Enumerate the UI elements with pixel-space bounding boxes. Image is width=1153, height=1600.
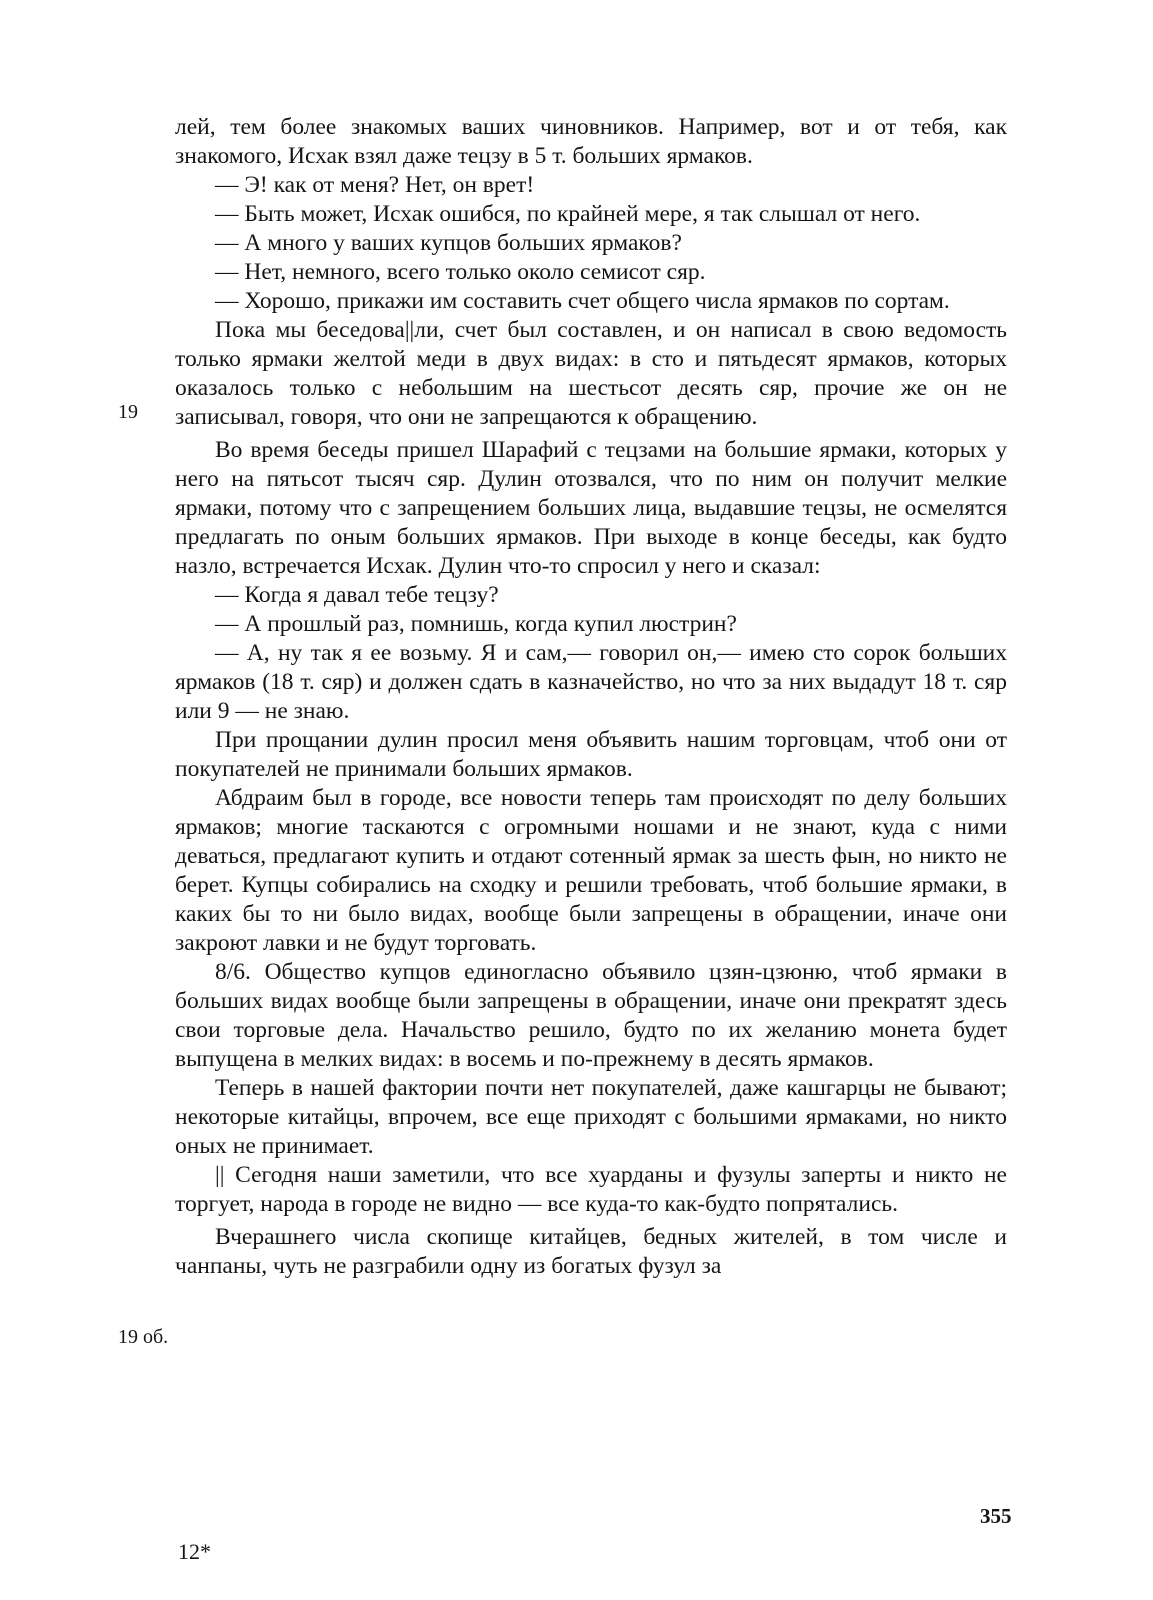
signature-mark: 12* [178,1539,211,1564]
paragraph: 8/6. Общество купцов единогласно объявило цзян-цзюню, чтоб ярмаки в больших видах вообще были запрещены в обращении, иначе они прекратят здесь свои торговые дела. Начальство решило, будто по их желанию монета будет выпущена в мелких видах: в восемь и по-прежнему в десять ярмаков. [175,959,1007,1072]
paragraph: Во время беседы пришел Шарафий с тецзами на большие ярмаки, которых у него на пятьсот тысяч сяр. Дулин отозвался, что по ним он получит мелкие ярмаки, потому что с запрещением больших лица, выдавшие тецзы, не осмелятся предлагать по оным больших ярмаков. При выходе в конце беседы, как будто назло, встречается Исхак. Дулин что-то спросил у него и сказал: [175,437,1007,579]
paragraph: || Сегодня наши заметили, что все хуарданы и фузулы заперты и никто не торгует, народа в городе не видно — все куда-то как-будто попрятались. [175,1162,1007,1217]
paragraph: — Нет, немного, всего только около семисот сяр. [215,259,706,285]
body-text [175,113,1007,1281]
paragraph: Пока мы беседова||ли, счет был составлен, и он написал в свою ведомость только ярмаки желтой меди в двух видах: в сто и пятьдесят ярмаков, которых оказалось только с небольшим на шестьсот десять сяр, прочие же он не записывал, говоря, что они не запрещаются к обращению. [175,317,1007,430]
paragraph: — Когда я давал тебе тецзу? [215,582,499,608]
paragraph: — А, ну так я ее возьму. Я и сам,— говорил он,— имею сто сорок больших ярмаков (18 т. сяр) и должен сдать в казначейство, но что за них выдадут 18 т. сяр или 9 — не знаю. [175,640,1007,724]
paragraph: Теперь в нашей фактории почти нет покупателей, даже кашгарцы не бывают; некоторые китайцы, впрочем, все еще приходят с большими ярмаками, но никто оных не принимает. [175,1075,1007,1159]
paragraph: — А прошлый раз, помнишь, когда купил люстрин? [215,611,737,637]
page-number: 355 [980,1504,1012,1528]
margin-folio-note: 19 [118,401,138,423]
paragraph: лей, тем более знакомых ваших чиновников. Например, вот и от тебя, как знакомого, Исхак взял даже тецзу в 5 т. больших ярмаков. [175,114,1007,169]
paragraph: Вчерашнего числа скопище китайцев, бедных жителей, в том числе и чанпаны, чуть не разграбили одну из богатых фузул за [175,1224,1007,1279]
paragraph: — Э! как от меня? Нет, он врет! [215,172,535,198]
paragraph: — А много у ваших купцов больших ярмаков? [215,230,682,256]
paragraph: — Быть может, Исхак ошибся, по крайней мере, я так слышал от него. [215,201,921,227]
paragraph: Абдраим был в городе, все новости теперь там происходят по делу больших ярмаков; многие таскаются с огромными ношами и не знают, куда с ними деваться, предлагают купить и отдают сотенный ярмак за шесть фын, но никто не берет. Купцы собирались на сходку и решили требовать, чтоб большие ярмаки, в каких бы то ни было видах, вообще были запрещены в обращении, иначе они закроют лавки и не будут торговать. [175,785,1007,956]
paragraph: При прощании дулин просил меня объявить нашим торговцам, чтоб они от покупателей не принимали больших ярмаков. [175,727,1007,782]
margin-folio-note: 19 об. [118,1326,169,1348]
paragraph: — Хорошо, прикажи им составить счет общего числа ярмаков по сортам. [215,288,950,314]
